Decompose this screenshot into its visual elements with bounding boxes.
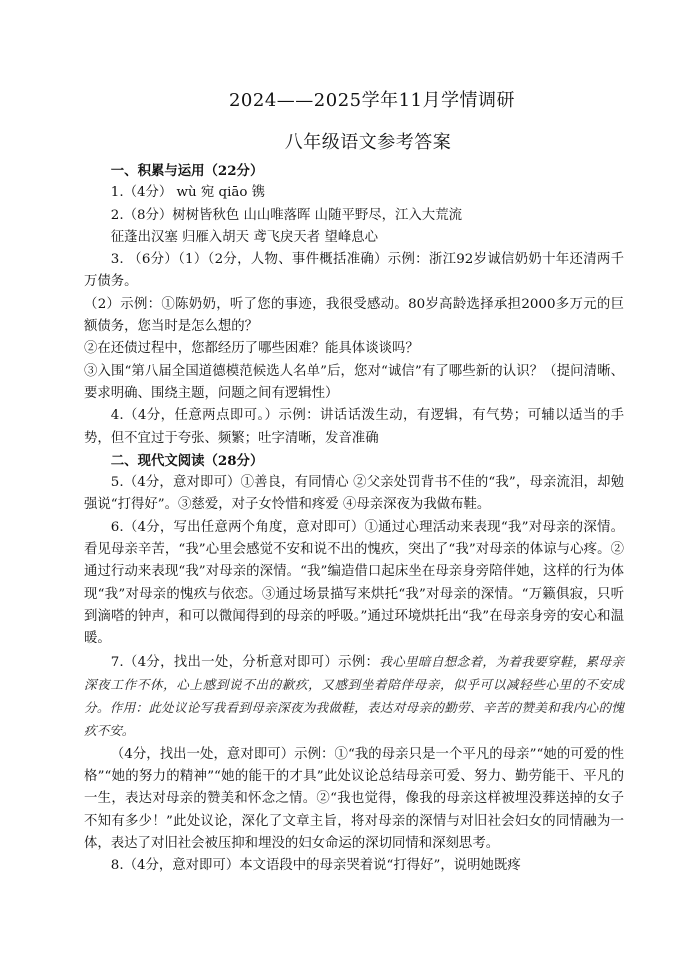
answer-q2-line1: 2.（8分）树树皆秋色 山山唯落晖 山随平野尽，江入大荒流 <box>110 207 462 223</box>
section-heading-2: 二、现代文阅读（28分） <box>110 452 264 469</box>
document-subtitle: 八年级语文参考答案 <box>284 132 452 153</box>
answer-q6: 6.（4分，写出任意两个角度，意对即可）①通过心理活动来表现“我”对母亲的深情。看见母亲辛苦，“我”心里会感觉不安和说不出的愧疚，突出了“我”对母亲的体谅与心疼。②通过行动来表现“我”对母亲的深情。“我”编造借口起床坐在母亲身旁陪伴她，这样的行为体现“我”对母亲的愧疚与依恋。③通过场景描写来烘托“我”对母亲的深情。“万籁俱寂，只听到滴嗒的钟声，和可以微闻得到的母亲的呼吸。”通过环境烘托出“我”在母亲身旁的安心和温暖。 <box>84 519 624 647</box>
document-title: 2024——2025学年11月学情调研 <box>228 90 516 111</box>
answer-q7-example2: （4分，找出一处，意对即可）示例：①“我的母亲只是一个平凡的母亲”“她的可爱的性格”“她的努力的精神”“她的能干的才具”此处议论总结母亲可爱、努力、勤劳能干、平凡的一生，表达对母亲的赞美和怀念之情。②“我也觉得，像我的母亲这样被埋没葬送掉的女子不知有多少！”此处议论，深化了文章主旨，将对母亲的深情与对旧社会妇女的同情融为一体，表达了对旧社会被压抑和埋没的妇女命运的深切同情和深刻思考。 <box>84 746 624 851</box>
answer-q7-handwritten-example: 我心里暗自想念着，为着我要穿鞋，累母亲深夜工作不休，心上感到说不出的歉疚，又感到坐着陪伴母亲，似乎可以减轻些心里的不安成分。作用：此处议论写我看到母亲深夜为我做鞋，表达对母亲的勤劳、辛苦的赞美和我内心的愧疚不安。 <box>84 653 625 739</box>
answer-q7-example1 <box>84 651 624 744</box>
answer-q2-line2: 征蓬出汉塞 归雁入胡天 鸢飞戾天者 望峰息心 <box>110 229 378 245</box>
answer-q8: 8.（4分，意对即可）本文语段中的母亲哭着说“打得好”，说明她既疼 <box>110 858 521 874</box>
answer-q1: 1.（4分） wù 宛 qiāo 镌 <box>110 185 266 201</box>
answer-q3-part1: 3. （6分）（1）（2分，人物、事件概括准确）示例：浙江92岁诚信奶奶十年还清两千万债务。 <box>84 252 624 290</box>
answer-body <box>84 160 624 878</box>
section-heading-1: 一、积累与运用（22分） <box>110 163 264 179</box>
answer-q7-lead: 7.（4分，找出一处，分析意对即可）示例： <box>110 654 380 670</box>
answer-q4: 4.（4分，任意两点即可。）示例：讲话话泼生动，有逻辑，有气势；可辅以适当的手势，但不宜过于夸张、频繁；吐字清晰，发音准确 <box>84 408 624 446</box>
answer-q3-part2: （2）示例：①陈奶奶，听了您的事迹，我很受感动。80岁高龄选择承担2000多万元的巨额债务，您当时是怎么想的？ <box>84 296 624 335</box>
answer-q3-part3: ②在还债过程中，您都经历了哪些困难？能具体谈谈吗？ <box>84 341 419 357</box>
answer-q3-part4: ③入围“第八届全国道德模范候选人名单”后，您对“诚信”有了哪些新的认识？（提问清晰、要求明确、围绕主题，问题之间有逻辑性） <box>84 363 624 401</box>
answer-q5: 5.（4分，意对即可）①善良，有同情心 ②父亲处罚背书不佳的“我”，母亲流泪，却勉强说“打得好”。③慈爱，对子女怜惜和疼爱 ④母亲深夜为我做布鞋。 <box>84 475 624 513</box>
